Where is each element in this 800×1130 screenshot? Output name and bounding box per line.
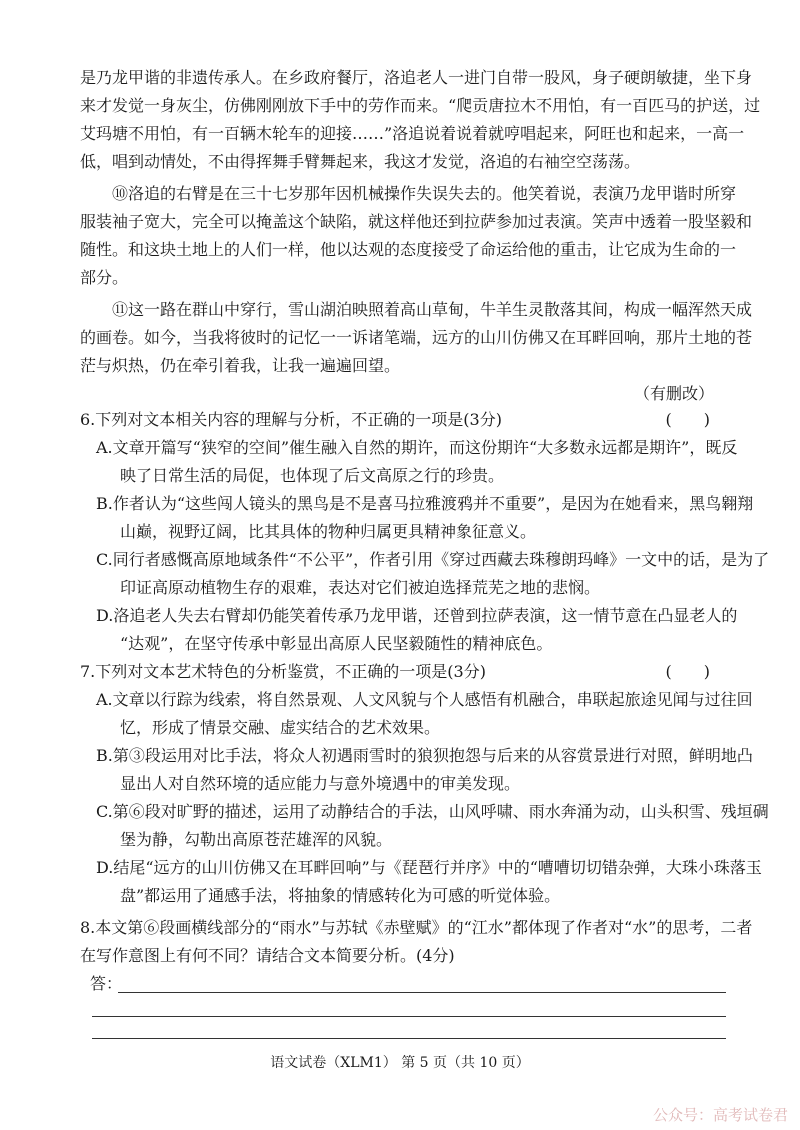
passage-line: 服装袖子宽大，完全可以掩盖这个缺陷，就这样他还到拉萨参加过表演。笑声中透着一股坚毅和	[80, 212, 753, 231]
passage-line: ⑩洛追的右臂是在三十七岁那年因机械操作失误失去的。他笑着说，表演乃龙甲谐时所穿	[112, 184, 737, 203]
watermark: 公众号：高考试卷君	[652, 1106, 788, 1124]
passage-line: 随性。和这块土地上的人们一样，他以达观的态度接受了命运给他的重击，让它成为生命的一	[80, 240, 737, 259]
question-7-option: 堡为静，勾勒出高原苍茫雄浑的风貌。	[120, 830, 393, 849]
answer-line[interactable]	[92, 1038, 726, 1039]
question-7-option: C.第⑥段对旷野的描述，运用了动静结合的手法，山风呼啸、雨水奔涌为动，山头积雪、残垣碉	[96, 802, 769, 821]
question-7-option: A.文章以行踪为线索，将自然景观、人文风貌与个人感悟有机融合，串联起旅途见闻与过往回	[96, 690, 753, 709]
question-6-stem	[80, 410, 730, 430]
question-6-answer-parens: ( )	[665, 410, 710, 429]
question-7-option: 显出人对自然环境的适应能力与意外境遇中的审美发现。	[120, 774, 521, 793]
answer-line[interactable]	[118, 992, 726, 993]
question-6-option: B.作者认为“这些闯人镜头的黑鸟是不是喜马拉雅渡鸦并不重要”，是因为在她看来，黑鸟翱翔	[96, 494, 754, 513]
passage-line: 的画卷。如今，当我将彼时的记忆一一诉诸笔端，远方的山川仿佛又在耳畔回响，那片土地的苍	[80, 328, 753, 347]
question-6-option: C.同行者感慨高原地域条件“不公平”，作者引用《穿过西藏去珠穆朗玛峰》一文中的话，是为了	[96, 550, 770, 569]
answer-label: 答：	[90, 974, 123, 993]
answer-line[interactable]	[92, 1016, 726, 1017]
passage-line: 艾玛塘不用怕，有一百辆木轮车的迎接……”洛追说着说着就哼唱起来，阿旺也和起来，一高一	[80, 124, 745, 143]
passage-line: 部分。	[80, 268, 129, 287]
question-6-option: 山巅，视野辽阔，比其具体的物种归属更具精神象征意义。	[120, 522, 537, 541]
question-8-text: 8.本文第⑥段画横线部分的“雨水”与苏轼《赤壁赋》的“江水”都体现了作者对“水”的思考，二者	[80, 918, 753, 937]
question-6-option: 映了日常生活的局促，也体现了后文高原之行的珍贵。	[120, 466, 505, 485]
question-7-answer-parens: ( )	[665, 662, 710, 681]
question-7-text: 7.下列对文本艺术特色的分析鉴赏，不正确的一项是(3分)	[80, 662, 486, 681]
passage-line: 是乃龙甲谐的非遗传承人。在乡政府餐厅，洛追老人一进门自带一股风，身子硬朗敏捷，坐下身	[80, 68, 753, 87]
question-6-option: 印证高原动植物生存的艰难，表达对它们被迫选择荒芜之地的悲悯。	[120, 578, 601, 597]
page-footer: 语文试卷（XLM1） 第 5 页（共 10 页）	[270, 1055, 530, 1071]
question-6-text: 6.下列对文本相关内容的理解与分析，不正确的一项是(3分)	[80, 410, 502, 429]
passage-line: ⑪这一路在群山中穿行，雪山湖泊映照着高山草甸，牛羊生灵散落其间，构成一幅浑然天成	[112, 300, 753, 319]
passage-line: 来才发觉一身灰尘，仿佛刚刚放下手中的劳作而来。“爬贡唐拉木不用怕，有一百匹马的护送，过	[80, 96, 761, 115]
question-6-option: “达观”，在坚守传承中彰显出高原人民坚毅随性的精神底色。	[120, 634, 553, 653]
question-7-stem	[80, 662, 730, 682]
passage-line: 低，唱到动情处，不由得挥舞手臂舞起来，我这才发觉，洛追的右袖空空荡荡。	[80, 152, 641, 171]
question-7-option: B.第③段运用对比手法，将众人初遇雨雪时的狼狈抱怨与后来的从容赏景进行对照，鲜明地凸	[96, 746, 753, 765]
question-6-option: D.洛追老人失去右臂却仍能笑着传承乃龙甲谐，还曾到拉萨表演，这一情节意在凸显老人的	[96, 606, 738, 625]
question-7-option: 忆，形成了情景交融、虚实结合的艺术效果。	[120, 718, 441, 737]
question-7-option: 盘”都运用了通感手法，将抽象的情感转化为可感的听觉体验。	[120, 886, 561, 905]
question-7-option: D.结尾“远方的山川仿佛又在耳畔回响”与《琵琶行并序》中的“嘈嘈切切错杂弹，大珠小珠落玉	[96, 858, 762, 877]
question-8-text: 在写作意图上有何不同？请结合文本简要分析。(4分)	[80, 946, 455, 965]
source-note: （有删改）	[634, 384, 715, 403]
question-6-option: A.文章开篇写“狭窄的空间”催生融入自然的期许，而这份期许“大多数永远都是期许”，既反	[96, 438, 738, 457]
passage-line: 茫与炽热，仍在牵引着我，让我一遍遍回望。	[80, 356, 401, 375]
